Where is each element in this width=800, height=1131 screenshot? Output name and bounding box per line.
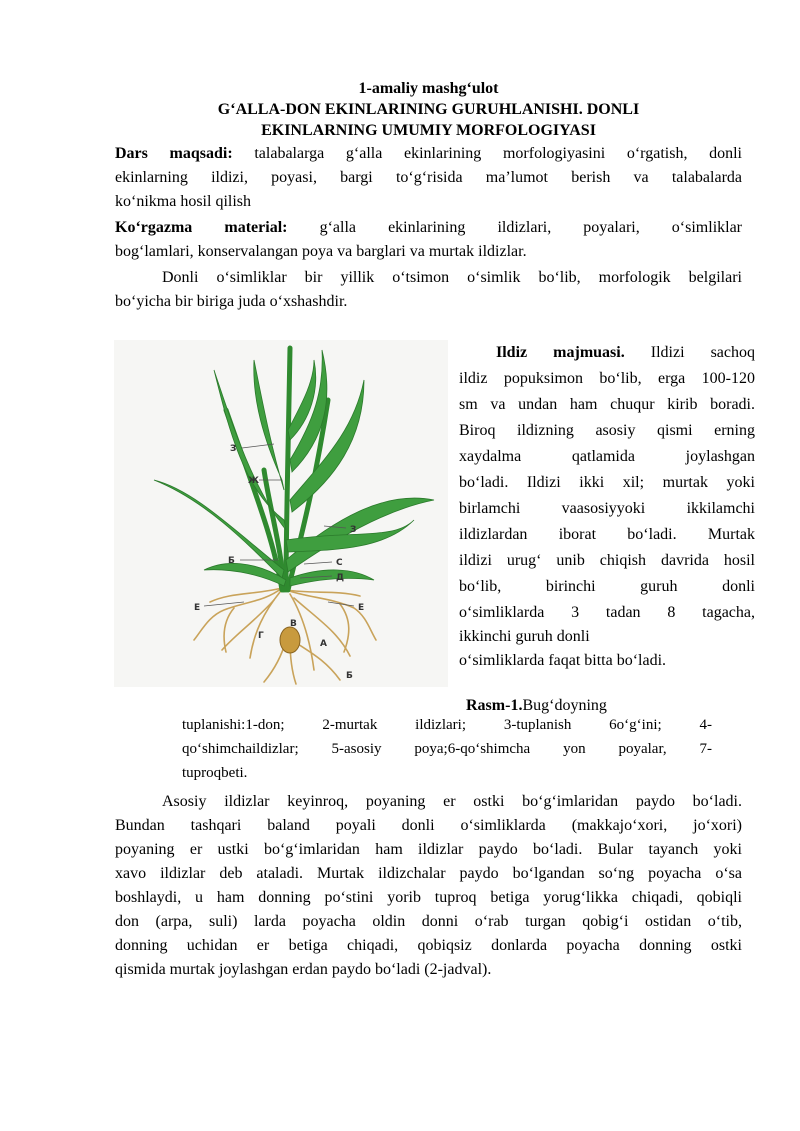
figure-label: Ж — [248, 476, 260, 486]
caption-line-3: tuproqbeti. — [182, 765, 248, 781]
roots-line-2: ildiz popuksimon bo‘lib, erga 100-120 — [459, 370, 755, 387]
body-line-2: Bundan tashqari baland poyali donli o‘simliklarda (makkajo‘xori, jo‘xori) — [115, 817, 742, 834]
material-line-1: Ko‘rgazma material: g‘alla ekinlarining ildizlari, poyalari, o‘simliklar — [115, 219, 743, 236]
figure-caption-head: Rasm-1.Bug‘doyning — [466, 697, 607, 714]
figure-label: З — [350, 525, 357, 535]
body-line-4: xavo ildizlar deb ataladi. Murtak ildizchalar paydo bo‘lgandan so‘ng poyacha o‘sa — [115, 865, 742, 882]
title-line-2: EKINLARNING UMUMIY MORFOLOGIYASI — [261, 122, 596, 139]
body-line-7: donning uchidan er betiga chiqadi, qobiqsiz donlarda poyacha donning ostki — [115, 937, 742, 954]
caption-line-2: qo‘shimchaildizlar; 5-asosiy poya;6-qo‘shimcha yon poyalar, 7- — [182, 741, 712, 757]
figure-label: Б — [346, 671, 353, 681]
material-line-2: bog‘lamlari, konservalangan poya va barglari va murtak ildizlar. — [115, 243, 527, 260]
aim-line-1: Dars maqsadi: talabalarga g‘alla ekinlarining morfologiyasini o‘rgatish, donli — [115, 145, 743, 162]
intro-line-1: Donli o‘simliklar bir yillik o‘tsimon o‘simlik bo‘lib, morfologik belgilari — [162, 269, 742, 286]
roots-line-6: bo‘ladi. Ildizi ikki xil; murtak yoki — [459, 474, 755, 491]
figure-label: Д — [336, 573, 345, 583]
figure-label: В — [290, 619, 297, 629]
roots-line-4: Biroq ildizning asosiy qismi erning — [459, 422, 755, 439]
aim-line-3: ko‘nikma hosil qilish — [115, 193, 251, 210]
roots-line-9: ildizi urug‘ unib chiqish davrida hosil — [459, 552, 755, 569]
figure-label: Г — [258, 631, 264, 641]
lesson-number: 1-amaliy mashg‘ulot — [358, 80, 499, 97]
roots-line-12: ikkinchi guruh donli — [459, 628, 590, 645]
body-line-3: poyaning er ustki bo‘g‘imlaridan ham ildizlar paydo bo‘ladi. Bular tayanch yoki — [115, 841, 742, 858]
wheat-plant-figure — [114, 340, 448, 687]
figure-label: С — [336, 558, 343, 568]
caption-label: Rasm-1. — [466, 697, 523, 714]
roots-line-11: o‘simliklarda 3 tadan 8 tagacha, — [459, 604, 755, 621]
aim-label: Dars maqsadi: — [115, 145, 233, 162]
roots-line-3: sm va undan ham chuqur kirib boradi. — [459, 396, 755, 413]
body-line-5: boshlaydi, u ham donning po‘stini yorib tuproq betiga yorug‘likka chiqadi, qobiqli — [115, 889, 742, 906]
figure-label: Е — [194, 603, 201, 613]
roots-line-7: birlamchi vaasosiyyoki ikkilamchi — [459, 500, 755, 517]
material-label: Ko‘rgazma material: — [115, 219, 288, 236]
roots-line-1: Ildiz majmuasi. Ildizi sachoq — [496, 344, 756, 361]
roots-heading: Ildiz majmuasi. — [496, 344, 625, 361]
roots-line-8: ildizlardan iborat bo‘ladi. Murtak — [459, 526, 755, 543]
title-line-1: G‘ALLA-DON EKINLARINING GURUHLANISHI. DONLI — [217, 101, 640, 118]
wheat-plant-illustration — [114, 340, 448, 687]
body-line-6: don (arpa, suli) larda poyacha oldin donni o‘rab turgan qobig‘i ostidan o‘tib, — [115, 913, 742, 930]
body-line-1: Asosiy ildizlar keyinroq, poyaning er ostki bo‘g‘imlaridan paydo bo‘ladi. — [162, 793, 742, 810]
figure-label: Е — [358, 603, 365, 613]
figure-label: А — [320, 639, 327, 649]
body-line-8: qismida murtak joylashgan erdan paydo bo‘ladi (2-jadval). — [115, 961, 492, 978]
roots-line-10: bo‘lib, birinchi guruh donli — [459, 578, 755, 595]
figure-label: Б — [228, 556, 235, 566]
roots-line-5: xaydalma qatlamida joylashgan — [459, 448, 755, 465]
aim-line-2: ekinlarning ildizi, poyasi, bargi to‘g‘risida ma’lumot berish va talabalarda — [115, 169, 742, 186]
intro-line-2: bo‘yicha bir biriga juda o‘xshashdir. — [115, 293, 348, 310]
figure-label: З — [230, 444, 237, 454]
caption-line-1: tuplanishi:1-don; 2-murtak ildizlari; 3-tuplanish 6o‘g‘ini; 4- — [182, 717, 712, 733]
roots-line-13: o‘simliklarda faqat bitta bo‘ladi. — [459, 652, 667, 669]
